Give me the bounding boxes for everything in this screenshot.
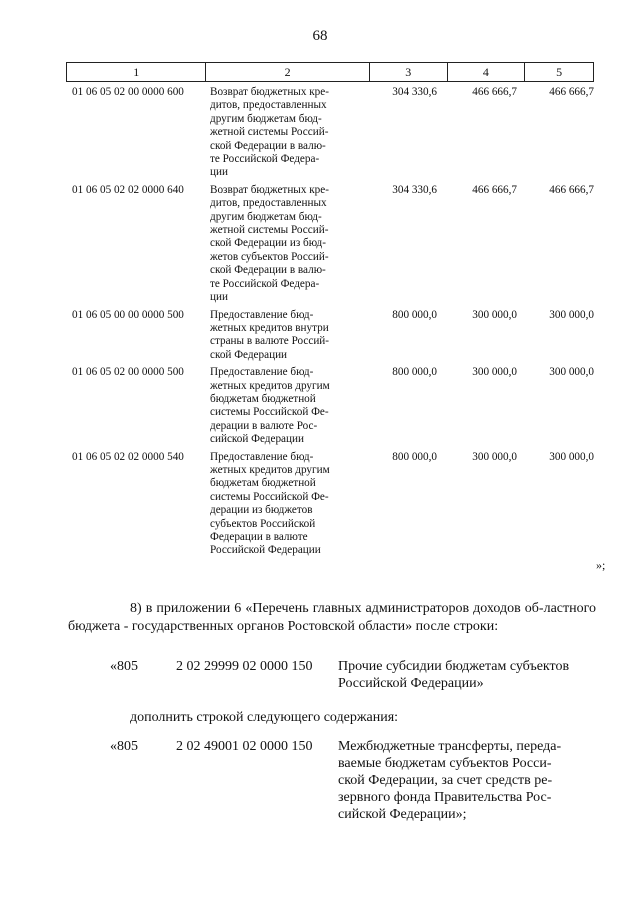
table-row xyxy=(66,309,594,363)
row-value-col3: 800 000,0 xyxy=(392,366,437,379)
header-col-5: 5 xyxy=(556,65,563,79)
row-code: 01 06 05 00 00 0000 500 xyxy=(72,308,184,321)
entry-name: Прочие субсидии бюджетам субъектов Российской Федерации» xyxy=(338,659,570,691)
entry-kbk-code: 2 02 29999 02 0000 150 xyxy=(176,659,313,674)
row-code: 01 06 05 02 02 0000 540 xyxy=(72,450,184,463)
entry-kbk-code: 2 02 49001 02 0000 150 xyxy=(176,739,313,754)
row-value-col4: 300 000,0 xyxy=(472,366,517,379)
row-value-col5: 466 666,7 xyxy=(549,86,594,98)
supplement-text: дополнить строкой следующего содержания: xyxy=(130,710,399,725)
table-row xyxy=(66,366,594,446)
row-code: 01 06 05 02 00 0000 600 xyxy=(72,86,184,98)
row-value-col3: 304 330,6 xyxy=(392,183,437,196)
row-code: 01 06 05 02 00 0000 500 xyxy=(72,366,184,379)
row-value-col3: 800 000,0 xyxy=(392,308,437,321)
header-col-3: 3 xyxy=(370,63,448,81)
row-value-col3: 800 000,0 xyxy=(392,450,437,463)
table-row xyxy=(66,86,594,180)
row-value-col4: 466 666,7 xyxy=(472,86,517,98)
row-value-col5: 300 000,0 xyxy=(549,450,594,463)
entry-admin-code: «805 xyxy=(110,739,138,754)
paragraph-8: 8) в приложении 6 «Перечень главных администраторов доходов об-ластного бюджета - государственных органов Ростовской области» после строки: xyxy=(68,601,596,634)
row-value-col5: 300 000,0 xyxy=(549,366,594,379)
row-name: Предоставление бюд- жетных кредитов другим бюджетам бюджетной системы Российской Фе- дерации из бюджетов субъектов Российской Федерации в валюте Российской Федерации xyxy=(210,450,330,557)
row-value-col4: 466 666,7 xyxy=(472,183,517,196)
table-row xyxy=(66,184,594,305)
row-name: Возврат бюджетных кре- дитов, предоставленных другим бюджетам бюд- жетной системы Россий- ской Федерации из бюд- жетов субъектов Россий- ской Федерации в валю- те Российской Федера- ции xyxy=(210,183,329,304)
entry-name: Межбюджетные трансферты, переда- ваемые бюджетам субъектов Росси- ской Федерации, за счет средств ре- зервного фонда Правительства Рос- сийской Федерации»; xyxy=(338,739,562,822)
row-value-col4: 300 000,0 xyxy=(472,450,517,463)
table-closing-quote: »; xyxy=(596,558,606,572)
table-row xyxy=(66,451,594,558)
row-name: Предоставление бюд- жетных кредитов другим бюджетам бюджетной системы Российской Фе- дерации в валюте Рос- сийской Федерации xyxy=(210,366,330,446)
row-value-col5: 466 666,7 xyxy=(549,183,594,196)
header-col-1: 1 xyxy=(67,63,206,81)
row-name: Возврат бюджетных кре- дитов, предоставленных другим бюджетам бюд- жетной системы Россий- ской Федерации в валю- те Российской Федера- ции xyxy=(210,86,329,179)
row-name: Предоставление бюд- жетных кредитов внутри страны в валюте Россий- ской Федерации xyxy=(210,308,330,361)
table-body xyxy=(66,86,594,562)
row-value-col5: 300 000,0 xyxy=(549,308,594,321)
row-value-col4: 300 000,0 xyxy=(472,308,517,321)
row-value-col3: 304 330,6 xyxy=(392,86,437,98)
header-col-4: 4 xyxy=(448,63,526,81)
header-col-2: 2 xyxy=(206,63,369,81)
table-header xyxy=(66,62,594,82)
page-number: 68 xyxy=(312,28,328,44)
entry-admin-code: «805 xyxy=(110,659,138,674)
row-code: 01 06 05 02 02 0000 640 xyxy=(72,183,184,196)
